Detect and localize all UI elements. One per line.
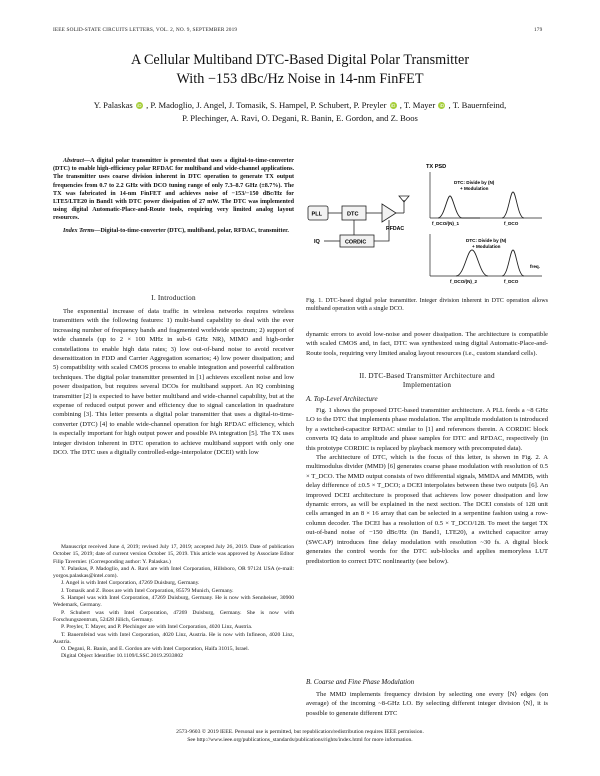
abstract	[53, 157, 294, 235]
footnote: P. Preyler, T. Mayer, and P. Plechinger are with Intel Corporation, 4020 Linz, Austria.	[61, 624, 253, 631]
spectrum-peak-divided	[438, 196, 480, 218]
subsection-heading-top-level: A. Top-Level Architecture	[306, 395, 378, 403]
author-list-line-1	[40, 99, 560, 112]
copyright-footer-line-2: See http://www.ieee.org/publications_standards/publications/rights/index.html for more information.	[187, 737, 413, 743]
footnotes	[53, 544, 294, 661]
divide-annotation-2a: DTC: Divide by (N)	[466, 238, 507, 243]
running-header: IEEE SOLID-STATE CIRCUITS LETTERS, VOL. 2, NO. 9, SEPTEMBER 2019	[53, 27, 238, 33]
intro-paragraph: The exponential increase of data traffic in wireless networks requires wireless transmitters with the following features: 1) multi-band capability to deal with the ever increasing number of frequency bands and fragmented worldwide spectrum; 2) support of wide channels (up to 2 × 100 MHz in sub-6 GHz NR), MIMO and high-order constellations to enable high data rates; 3) low out-of-band noise to avoid receiver desensitization in FDD and Carrier Aggregation scenarios; 4) low power dissipation; and 5) compatibility with scaled CMOS process to enable integration and powerful calibration techniques. The digital polar transmitter presented in [1] achieves excellent noise and low power dissipation, but requires several DCOs for multiband support. An IQ combining transmitter [2] is expected to have better multiband and wide-channel capability, but at the expense of reduced output power and efficiency due to signal cancelation in quadrature combining [3]. This letter presents a digital polar transmitter that uses a digital-to-time-converter (DTC) [4] to enable wide-channel operation for high RFDAC efficiency, which is especially important for high output power and possible PA integration [5]. The TX uses integer division inherent in DTC operation to achieve multiband support with only one DCO. The DTC uses a digitally controlled-edge-interpolator (DCEI) with low	[53, 308, 294, 457]
figure-1-diagram	[304, 158, 548, 286]
freq-label-3: f_DCO/(N)_2	[450, 279, 478, 284]
page-number: 179	[534, 27, 543, 33]
paper-title-line-2: With −153 dBc/Hz Noise in 14-nm FinFET	[176, 71, 424, 87]
divide-annotation-1a: DTC: Divide by (N)	[454, 180, 495, 185]
section-a-body	[306, 406, 548, 566]
footnote: J. Angel is with Intel Corporation, 47269 Duisburg, Germany.	[61, 580, 200, 587]
copyright-footer-line-1: 2573-9603 © 2019 IEEE. Personal use is permitted, but republication/redistribution requires IEEE permission.	[176, 729, 424, 735]
spectrum-peak-divided-2	[456, 250, 488, 276]
author-segment: Y. Palaskas	[93, 100, 133, 110]
abstract-text: A digital polar transmitter is presented that uses a digital-to-time-converter (DTC) to enable high-efficiency polar RFDAC for multiband and wide-channel applications. The transmitter uses coarse division inherent in DTC operation to generate TX output frequencies from 0.7 to 2.2 GHz with DCO tuning range of only 7.3–8.7 GHz (±8.7%). The TX was fabricated in 14-nm FinFET and achieves noise of −153/−150 dBc/Hz for LTE5/LTE20 in Band1 with DTC power dissipation of 27 mW. The DTC was implemented using digital Automatic-Place-and-Route tools, requiring very limited analog layout resources.	[53, 158, 294, 222]
orcid-icon[interactable]: iD	[439, 103, 445, 108]
section-heading-line: Implementation	[402, 381, 452, 389]
footnote: Manuscript received June 4, 2019; revised July 17, 2019; accepted July 26, 2019. Date of publication October 15, 2019; date of current version October 15, 2019. This article was approved by Associate Editor Filip Tavernier. (Corresponding author: Y. Palaskas.)	[53, 544, 294, 565]
footnote: P. Schubert was with Intel Corporation, 47269 Duisburg, Germany. She is now with Forschungszentrum, 52428 Jülich, Germany.	[53, 609, 294, 623]
paragraph: The architecture of DTC, which is the focus of this letter, is shown in Fig. 2. A multimodulus divider (MMD) [6] generates coarse phase modulation with resolution of 0.5 × T_DCO. The MMD output consists of two differential signals, MMDA and MMDB, with delay difference of ±0.5 × T_DCO; a DCEI interpolates between these two outputs [6]. An improved DCEI architecture is proposed that achieves low power dissipation and low dynamic errors, as will be explained in the next section. The DCEI consists of 128 unit cells arranged in an 8 × 16 array that can be selected in a serpentine fashion using a row-column decoder. The DCEI has a resolution of 0.5 × T_DCO/128. To meet the target TX out-of-band noise of −150 dBc/Hz (in Band1, LTE20), a switched capacitor array (SWCAP) introduces fine delay modulation with resolution ~30 fs. A digital block generates the control words for the DTC sub-blocks and applies memoryless LUT predistortion to correct DTC nonlinearity (see below).	[306, 454, 548, 565]
index-terms-text: Digital-to-time-converter (DTC), multiband, polar, RFDAC, transmitter.	[100, 227, 289, 234]
rfdac-amplifier	[382, 204, 396, 222]
footnote: Digital Object Identifier 10.1109/LSSC.2019.2933802	[61, 653, 183, 660]
section-b-body	[306, 690, 548, 718]
paper-title-line-1: A Cellular Multiband DTC-Based Digital Polar Transmitter	[130, 52, 470, 68]
freq-label-2: f_DCO	[504, 221, 519, 226]
freq-axis-label: freq.	[530, 264, 540, 269]
author-segment: , T. Bauernfeind,	[448, 100, 507, 110]
spectrum-peak-dco	[502, 192, 524, 218]
dtc-label: DTC	[347, 211, 359, 218]
author-segment: , T. Mayer	[399, 100, 436, 110]
pll-label: PLL	[311, 211, 323, 218]
freq-label-4: f_DCO	[504, 279, 519, 284]
freq-label-1: f_DCO/(N)_1	[432, 221, 460, 226]
section-heading-line: II. DTC-Based Transmitter Architecture and	[359, 372, 495, 380]
spectrum-peak-dco-2	[502, 250, 524, 276]
subsection-heading-phase-modulation: B. Coarse and Fine Phase Modulation	[306, 678, 415, 686]
orcid-icon[interactable]: iD	[390, 103, 396, 108]
paragraph: dynamic errors to avoid low-noise and power dissipation. The architecture is compatible with scaled CMOS and, in fact, DTC was synthesized using digital Automatic-Place-and-Route tools, requiring very limited analog layout resources (i.e., custom standard cells).	[306, 331, 548, 357]
footnote: J. Tomasik and Z. Boos are with Intel Corporation, 85579 Munich, Germany.	[61, 587, 234, 594]
index-terms-label: Index Terms—	[63, 227, 101, 234]
footnote: Y. Palaskas, P. Madoglio, and A. Ravi are with Intel Corporation, Hillsboro, OR 97124 USA (e-mail: yorgos.palaskas@intel.com).	[53, 565, 294, 580]
divide-annotation-2b: + Modulation	[472, 244, 501, 249]
abstract-label: Abstract—	[63, 158, 91, 164]
right-column-intro-continued	[306, 330, 548, 358]
cordic-label: CORDIC	[345, 239, 367, 246]
paragraph: The MMD implements frequency division by selecting one every ⟨N⟩ edges (on average) of the incoming ~8-GHz LO. By selecting different integer division ⟨N⟩, it is possible to generate different DTC	[306, 691, 548, 717]
rfdac-label: RFDAC	[386, 226, 405, 232]
iq-label: IQ	[314, 239, 320, 245]
footnote: T. Bauernfeind was with Intel Corporation, 4020 Linz, Austria. He is now with Infineon, 4020 Linz, Austria.	[53, 631, 294, 645]
tx-psd-label: TX PSD	[426, 164, 447, 170]
index-terms	[53, 227, 294, 235]
divide-annotation-1b: + Modulation	[460, 186, 489, 191]
author-segment: , P. Madoglio, J. Angel, J. Tomasik, S. Hampel, P. Schubert, P. Preyler	[146, 100, 387, 110]
section-heading-architecture	[306, 372, 548, 390]
intro-column	[53, 307, 294, 458]
orcid-icon[interactable]: iD	[137, 103, 142, 108]
author-list-line-2: P. Plechinger, A. Ravi, O. Degani, R. Banin, E. Gordon, and Z. Boos	[182, 113, 418, 123]
figure-1-caption: Fig. 1. DTC-based digital polar transmitter. Integer division inherent in DTC operation allows multiband operation with a single DCO.	[306, 298, 548, 312]
section-heading-introduction: I. Introduction	[151, 294, 196, 302]
footnote: O. Degani, R. Banin, and E. Gordon are with Intel Corporation, Haifa 31015, Israel.	[61, 646, 250, 653]
footnote: S. Hampel was with Intel Corporation, 47269 Duisburg, Germany. He is now with Sennheiser, 30900 Wedemark, Germany.	[53, 595, 294, 609]
paragraph: Fig. 1 shows the proposed DTC-based transmitter architecture. A PLL feeds a ~8 GHz LO to the DTC that implements phase modulation. The amplitude modulation is introduced by a switched-capacitor RFDAC similar to [1] and references therein. A CORDIC block converts IQ data to amplitude and phase samples for DTC and RFDAC, respectively (in this prototype CORDIC is replaced by playback memory with precomputed data).	[306, 407, 548, 452]
